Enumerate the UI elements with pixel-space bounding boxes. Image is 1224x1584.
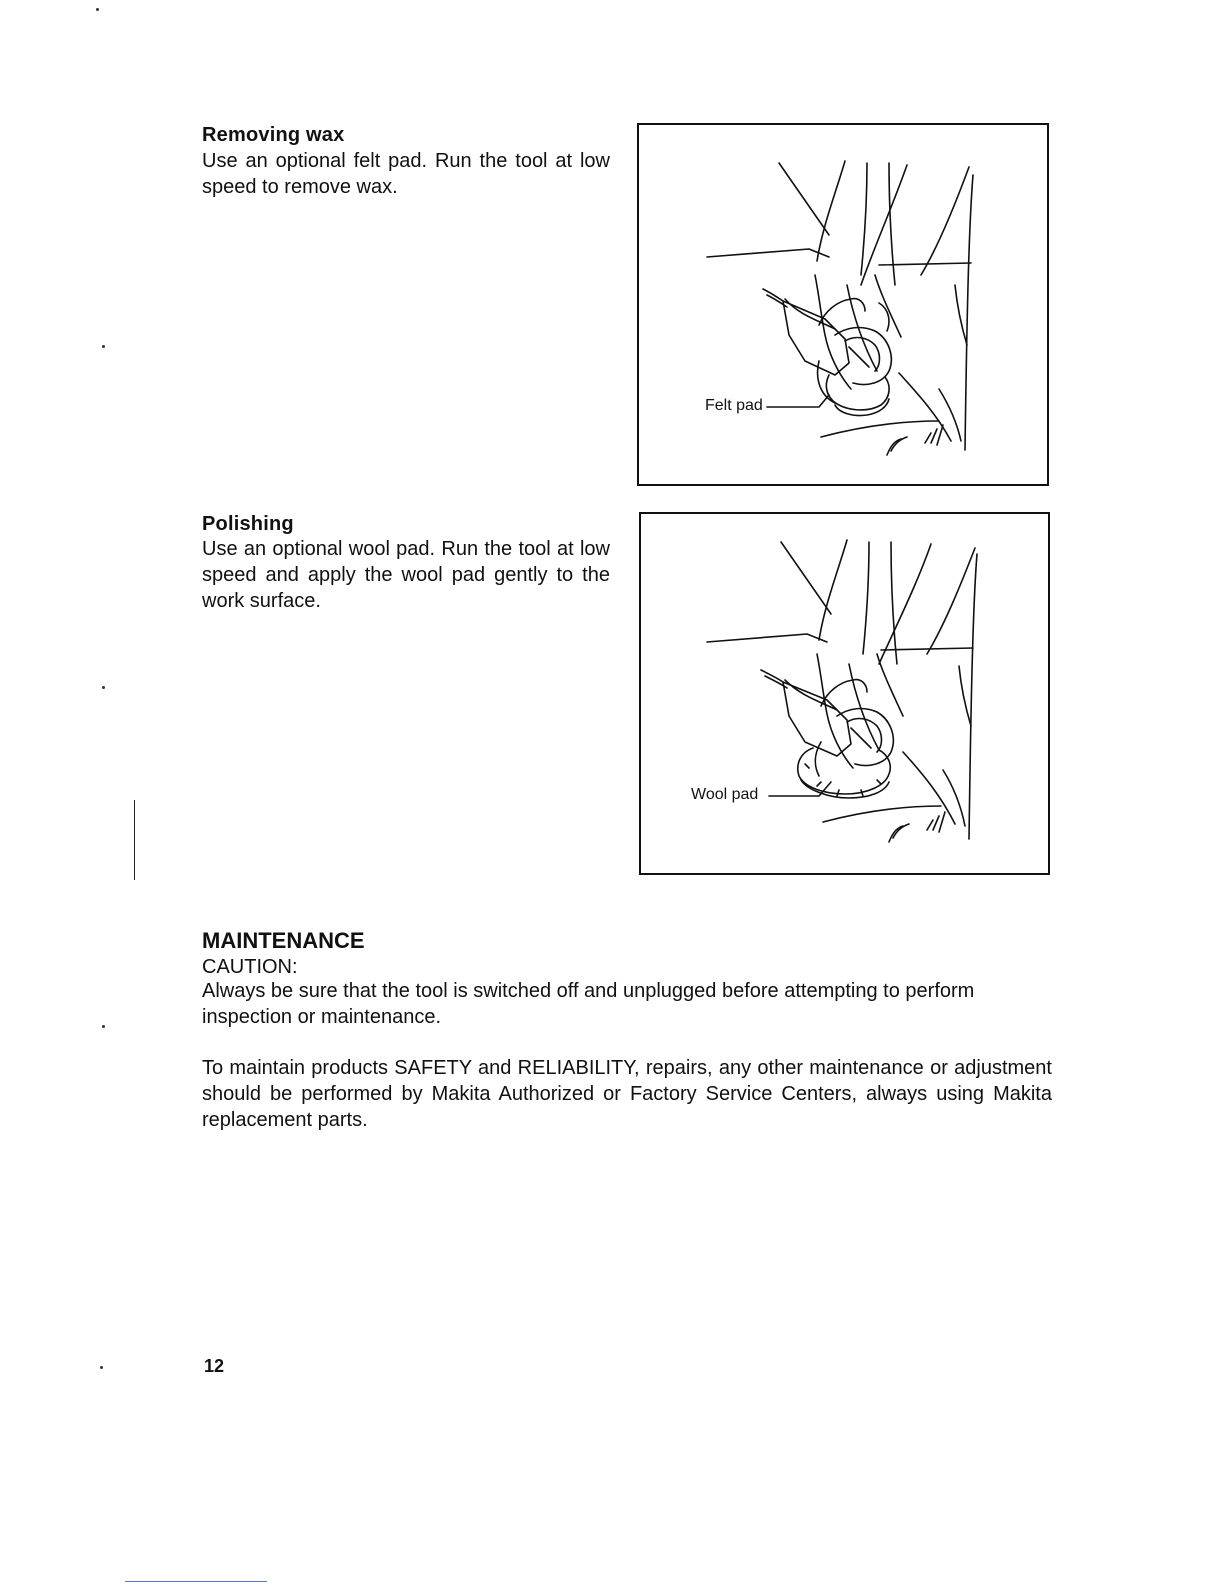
figure-wool-pad [639,512,1050,875]
caution-label: CAUTION: [202,956,298,978]
scan-speck [96,8,99,11]
figure-felt-pad [637,123,1049,486]
section-text-polishing: Use an optional wool pad. Run the tool at low speed and apply the wool pad gently to the work surface. [202,538,610,612]
section-text-removing-wax: Use an optional felt pad. Run the tool at low speed to remove wax. [202,150,610,198]
scan-speck [102,345,105,348]
maintenance-paragraph: To maintain products SAFETY and RELIABILITY, repairs, any other maintenance or adjustment should be performed by Makita Authorized or Factory Service Centers, always using Makita replacement parts. [202,1057,1052,1131]
polisher-illustration-felt [639,125,1047,484]
caution-text: Always be sure that the tool is switched off and unplugged before attempting to perform inspection or maintenance. [202,980,975,1028]
polisher-illustration-wool [641,514,1048,873]
scan-speck [100,1366,103,1369]
section-title-removing-wax: Removing wax [202,124,345,146]
section-title-polishing: Polishing [202,513,294,535]
scan-speck [102,1025,105,1028]
page-number: 12 [204,1356,225,1376]
figure-label-felt-pad: Felt pad [705,397,763,414]
figure-label-wool-pad: Wool pad [691,786,759,803]
scan-speck [102,686,105,689]
scan-margin-line [134,800,135,880]
maintenance-title: MAINTENANCE [202,928,365,953]
scan-edge-line [125,1581,267,1582]
